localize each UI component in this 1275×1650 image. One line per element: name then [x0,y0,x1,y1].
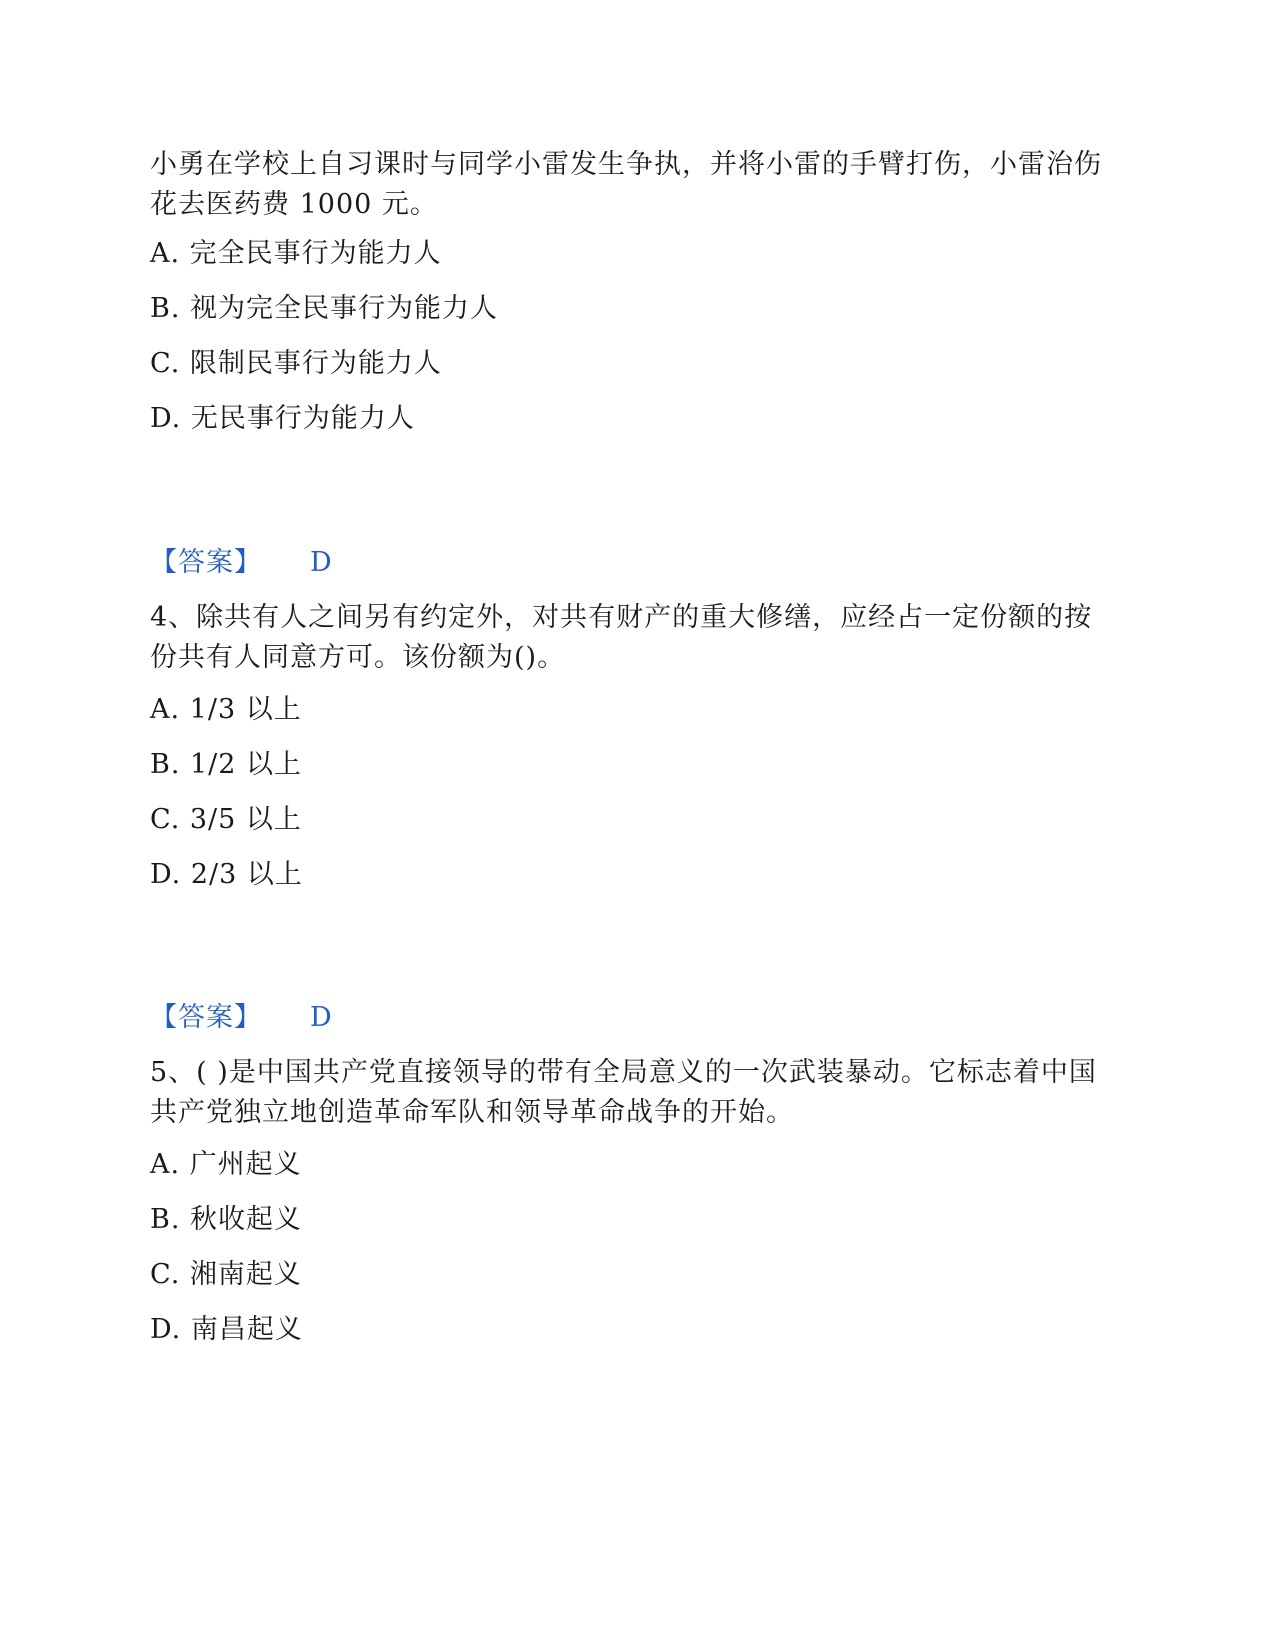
question-3-option-c: C. 限制民事行为能力人 [150,348,442,379]
question-5-option-a: A. 广州起义 [150,1149,302,1180]
question-4-stem: 4、除共有人之间另有约定外，对共有财产的重大修缮，应经占一定份额的按份共有人同意方可。该份额为()。 [150,602,1093,673]
question-5-option-b: B. 秋收起义 [150,1204,303,1235]
answer-value: D [310,1002,332,1033]
question-3-answer [150,545,332,581]
answer-value: D [310,547,332,578]
question-5-stem: 5、( )是中国共产党直接领导的带有全局意义的一次武装暴动。它标志着中国共产党独立地创造革命军队和领导革命战争的开始。 [150,1057,1097,1128]
question-5-option-c: C. 湘南起义 [150,1259,302,1290]
question-4-option-c: C. 3/5 以上 [150,804,302,835]
answer-label: 【答案】 [150,1002,262,1033]
question-4-stem-block [150,598,1110,678]
question-4-option-d: D. 2/3 以上 [150,859,303,890]
question-3-option-b: B. 视为完全民事行为能力人 [150,293,499,324]
question-5-option-d: D. 南昌起义 [150,1314,303,1345]
question-4-option-a: A. 1/3 以上 [150,694,302,725]
question-3-option-d: D. 无民事行为能力人 [150,403,415,434]
answer-label: 【答案】 [150,547,262,578]
question-4-answer [150,1000,332,1036]
question-3-stem: 小勇在学校上自习课时与同学小雷发生争执，并将小雷的手臂打伤，小雷治伤花去医药费 1000 元。 [150,149,1102,220]
question-5-stem-block [150,1053,1110,1133]
question-3-option-a: A. 完全民事行为能力人 [150,238,442,269]
question-3-stem-block [150,145,1110,225]
question-4-option-b: B. 1/2 以上 [150,749,303,780]
